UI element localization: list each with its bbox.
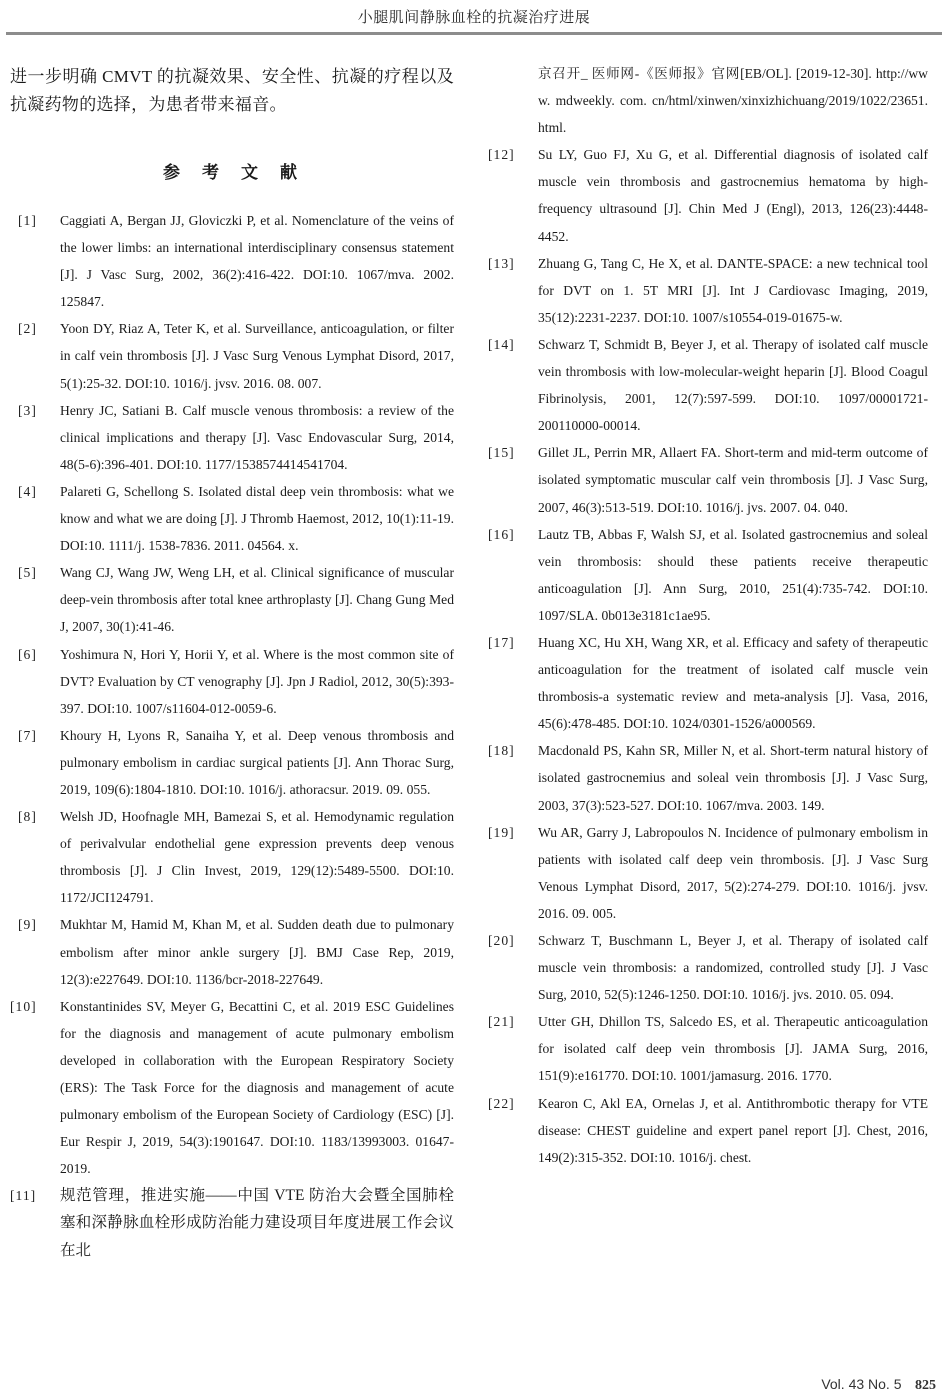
reference-item [488,439,928,520]
reference-text: Yoshimura N, Hori Y, Horii Y, et al. Where is the most common site of DVT? Evaluation by CT venography [J]. Jpn J Radiol, 2012, 30(5):393-397. DOI:10. 1007/s11604-012-0059-6. [60,646,454,716]
reference-number: [6] [18,646,37,662]
reference-item [488,331,928,439]
reference-text: Zhuang G, Tang C, He X, et al. DANTE-SPACE: a new technical tool for DVT on 1. 5T MRI [J]. Int J Cardiovasc Imaging, 2019, 35(12):2231-2237. DOI:10. 1007/s10554-019-01675-w. [538,255,928,325]
references-heading: 参考文献 [163,163,319,183]
reference-item [10,911,454,992]
reference-number: [21] [488,1014,515,1030]
reference-text: Khoury H, Lyons R, Sanaiha Y, et al. Deep venous thrombosis and pulmonary embolism in cardiac surgical patients [J]. Ann Thorac Surg, 2019, 109(6):1804-1810. DOI:10. 1016/j. athoracsur. 2019. 09. 055. [60,727,454,797]
reference-item [488,141,928,249]
header-rule [6,32,942,35]
reference-item [488,1090,928,1171]
reference-text: Palareti G, Schellong S. Isolated distal deep vein thrombosis: what we know and what we are doing [J]. J Thromb Haemost, 2012, 10(1):11-19. DOI:10. 1111/j. 1538-7836. 2011. 04564. x. [60,483,454,554]
reference-number: [1] [18,213,37,228]
intro-paragraph: 进一步明确 CMVT 的抗凝效果、安全性、抗凝的疗程以及抗凝药物的选择，为患者带来福音。 [10,67,454,114]
reference-item [10,397,454,478]
reference-item [10,993,454,1183]
reference-text: Utter GH, Dhillon TS, Salcedo ES, et al. Therapeutic anticoagulation for isolated calf deep vein thrombosis [J]. JAMA Surg, 2016, 151(9):e161770. DOI:10. 1001/jamasurg. 2016. 1770. [538,1014,928,1084]
reference-text: Mukhtar M, Hamid M, Khan M, et al. Sudden death due to pulmonary embolism after minor ankle surgery [J]. BMJ Case Rep, 2019, 12(3):e227649. DOI:10. 1136/bcr-2018-227649. [60,917,454,987]
reference-text: Yoon DY, Riaz A, Teter K, et al. Surveillance, anticoagulation, or filter in calf vein thrombosis [J]. J Vasc Surg Venous Lymphat Disord, 2017, 5(1):25-32. DOI:10. 1016/j. jvsv. 2016. 08. 007. [60,321,454,391]
reference-text: Gillet JL, Perrin MR, Allaert FA. Short-term and mid-term outcome of isolated symptomatic muscular calf vein thrombosis [J]. J Vasc Surg, 2007, 46(3):513-519. DOI:10. 1016/j. jvs. 2007. 04. 040. [538,445,928,515]
running-header-title: 小腿肌间静脉血栓的抗凝治疗进展 [357,10,591,26]
reference-item [488,927,928,1008]
reference-number: [20] [488,933,515,948]
reference-number: [13] [488,255,515,271]
reference-number: [4] [18,483,37,499]
reference-number: [15] [488,445,515,461]
reference-text: Kearon C, Akl EA, Ornelas J, et al. Antithrombotic therapy for VTE disease: CHEST guideline and expert panel report [J]. Chest, 2016, 149(2):315-352. DOI:10. 1016/j. chest. [538,1095,928,1165]
reference-number: [3] [18,402,37,418]
reference-number: [7] [18,727,37,743]
page-number: 825 [915,1378,936,1393]
reference-text: Schwarz T, Buschmann L, Beyer J, et al. Therapy of isolated calf muscle vein thrombosis: a randomized, controlled study [J]. J Vasc Surg, 2010, 52(5):1246-1250. DOI:10. 1016/j. jvs. 2010. 05. 094. [538,933,928,1003]
reference-item [488,629,928,737]
reference-item [10,722,454,803]
left-column [10,60,454,1264]
reference-text: Caggiati A, Bergan JJ, Gloviczki P, et al. Nomenclature of the veins of the lower limbs: an international interdisciplinary consensus statement [J]. J Vasc Surg, 2002, 36(2):416-422. DOI:10. 1067/mva. 2002. 125847. [60,213,454,310]
reference-number: [5] [18,565,37,581]
reference-item [10,803,454,911]
reference-item [10,315,454,396]
reference-number: [16] [488,526,515,542]
reference-text: Welsh JD, Hoofnagle MH, Bamezai S, et al. Hemodynamic regulation of perivalvular endothelial gene expression prevents deep venous thrombosis [J]. J Clin Invest, 2019, 129(12):5489-5500. DOI:10. 1172/JCI124791. [60,809,454,906]
reference-item [10,478,454,559]
reference-item [488,1008,928,1089]
reference-text: Macdonald PS, Kahn SR, Miller N, et al. Short-term natural history of isolated gastrocnemius and soleal vein thrombosis [J]. J Vasc Surg, 2003, 37(3):523-527. DOI:10. 1067/mva. 2003. 149. [538,743,928,813]
reference-item [10,1182,454,1263]
reference-text: Henry JC, Satiani B. Calf muscle venous thrombosis: a review of the clinical implications and therapy [J]. Vasc Endovascular Surg, 2014, 48(5-6):396-401. DOI:10. 1177/1538574414541704. [60,402,454,472]
reference-continuation: 京召开_ 医师网-《医师报》官网[EB/OL]. [2019-12-30]. http://www. mdweekly. com. cn/html/xinwen/xinxizhichuang/2019/1022/23651. html. [538,66,928,136]
reference-item [488,819,928,927]
reference-text: 规范管理，推进实施——中国 VTE 防治大会暨全国肺栓塞和深静脉血栓形成防治能力建设项目年度进展工作会议在北 [60,1187,454,1259]
reference-number: [12] [488,147,515,163]
reference-number: [11] [10,1188,37,1204]
reference-text: Lautz TB, Abbas F, Walsh SJ, et al. Isolated gastrocnemius and soleal vein thrombosis: should these patients receive therapeutic anticoagulation [J]. Ann Surg, 2010, 251(4):735-742. DOI:10. 1097/SLA. 0b013e3181c1ae95. [538,526,928,623]
reference-number: [17] [488,634,515,650]
reference-number: [2] [18,321,37,337]
reference-number: [10] [10,998,37,1014]
reference-item [10,207,454,315]
volume-issue: Vol. 43 No. 5 [821,1376,902,1392]
reference-text: Wu AR, Garry J, Labropoulos N. Incidence of pulmonary embolism in patients with isolated calf deep vein thrombosis. [J]. J Vasc Surg Venous Lymphat Disord, 2017, 5(2):274-279. DOI:10. 1016/j. jvsv. 2016. 09. 005. [538,824,928,921]
reference-text: Huang XC, Hu XH, Wang XR, et al. Efficacy and safety of therapeutic anticoagulation for the treatment of isolated calf muscle vein thrombosis-a systematic review and meta-analysis [J]. Vasa, 2016, 45(6):478-485. DOI:10. 1024/0301-1526/a000569. [538,634,928,732]
reference-item [10,559,454,640]
reference-number: [18] [488,743,515,759]
reference-text: Wang CJ, Wang JW, Weng LH, et al. Clinical significance of muscular deep-vein thrombosis after total knee arthroplasty [J]. Chang Gung Med J, 2007, 30(1):41-46. [60,565,454,635]
right-column [488,60,928,1171]
reference-text: Schwarz T, Schmidt B, Beyer J, et al. Therapy of isolated calf muscle vein thrombosis with low-molecular-weight heparin [J]. Blood Coagul Fibrinolysis, 2001, 12(7):597-599. DOI:10. 1097/00001721-200110000-00014. [538,336,928,434]
reference-item [10,641,454,722]
reference-item [488,737,928,818]
reference-number: [19] [488,824,515,840]
reference-number: [22] [488,1095,515,1111]
page-footer [821,1376,936,1394]
reference-text: Konstantinides SV, Meyer G, Becattini C, et al. 2019 ESC Guidelines for the diagnosis and management of acute pulmonary embolism developed in collaboration with the European Respiratory Society (ERS): The Task Force for the diagnosis and management of acute pulmonary embolism of the European Society of Cardiology (ESC) [J]. Eur Respir J, 2019, 54(3):1901647. DOI:10. 1183/13993003. 01647-2019. [60,998,454,1177]
reference-number: [8] [18,809,37,825]
reference-text: Su LY, Guo FJ, Xu G, et al. Differential diagnosis of isolated calf muscle vein thrombosis and gastrocnemius hematoma by high-frequency ultrasound [J]. Chin Med J (Engl), 2013, 126(23):4448-4452. [538,147,928,244]
reference-item [488,521,928,629]
reference-number: [9] [18,917,37,933]
reference-item [488,250,928,331]
reference-number: [14] [488,336,515,352]
